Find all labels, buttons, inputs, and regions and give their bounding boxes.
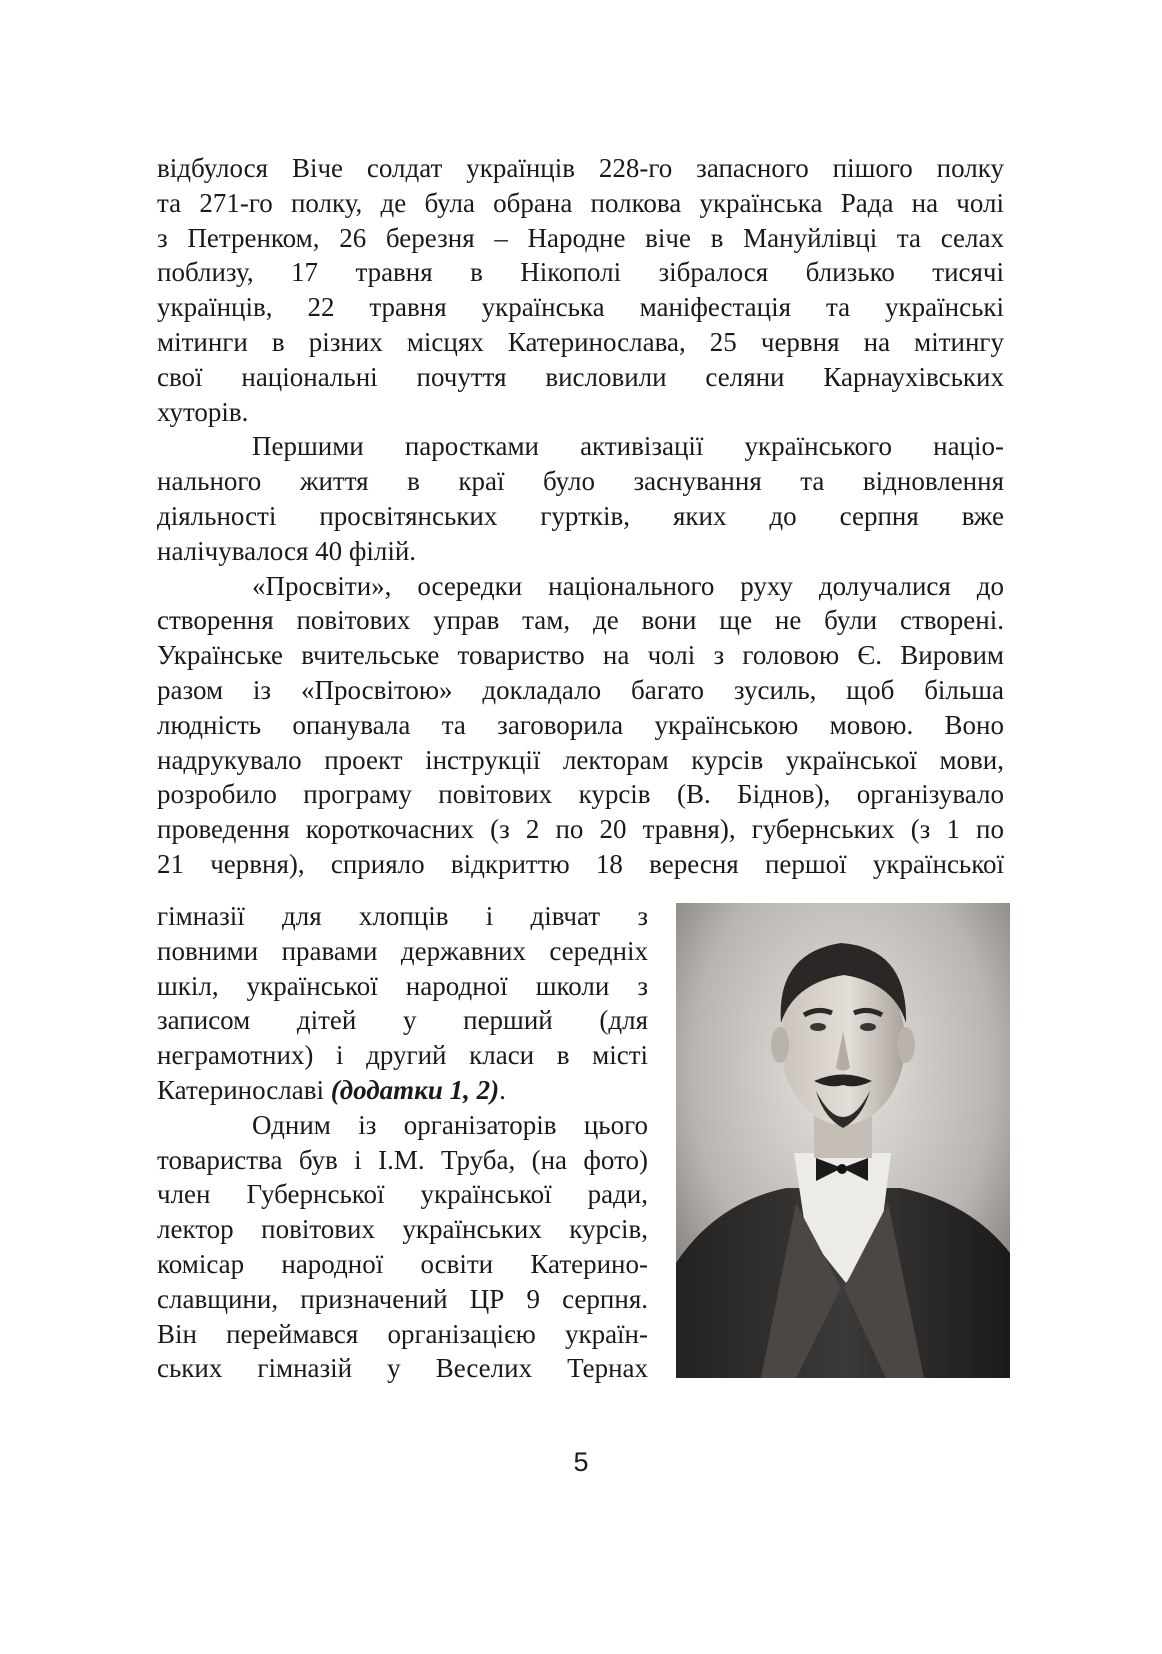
text-line: з Петренком, 26 березня – Народне віче в Мануйлівці та селах bbox=[157, 222, 1004, 253]
main-text-column bbox=[157, 151, 1004, 882]
text-line: Українське вчительське товариство на чолі з головою Є. Вировим bbox=[157, 640, 1004, 671]
text-line: 21 червня), сприяло відкриттю 18 вересня першої української bbox=[157, 848, 1004, 879]
text-line: Першими паростками активізації українського націо- bbox=[252, 431, 1004, 462]
text-line: надрукувало проект інструкції лекторам курсів української мови, bbox=[157, 744, 1004, 775]
text-line: записом дітей у перший (для bbox=[157, 1005, 648, 1036]
text-line: діяльності просвітянських гуртків, яких до серпня вже bbox=[157, 500, 1004, 531]
text-fragment: . bbox=[499, 1074, 506, 1105]
text-line: гімназії для хлопців і дівчат з bbox=[157, 901, 648, 931]
text-line: проведення короткочасних (з 2 по 20 травня), губернських (з 1 по bbox=[157, 814, 1004, 845]
text-line: українців, 22 травня українська маніфестація та українські bbox=[157, 292, 1004, 323]
text-line: ських гімназій у Веселих Тернах bbox=[157, 1353, 648, 1384]
text-line: створення повітових управ там, де вони ще не були створені. bbox=[157, 605, 1004, 636]
text-line: та 271-го полку, де була обрана полкова українська Рада на чолі bbox=[157, 187, 1004, 218]
text-line: славщини, призначений ЦР 9 серпня. bbox=[157, 1283, 648, 1314]
text-line: повними правами державних середніх bbox=[157, 935, 648, 966]
text-line: Він переймався організацією україн- bbox=[157, 1318, 648, 1349]
text-line: відбулося Віче солдат українців 228-го запасного пішого полку bbox=[157, 153, 1004, 183]
text-line: разом із «Просвітою» докладало багато зусиль, щоб більша bbox=[157, 674, 1004, 705]
text-line: розробило програму повітових курсів (В. Біднов), організувало bbox=[157, 779, 1004, 810]
page-number: 5 bbox=[573, 1447, 589, 1477]
text-line: людність опанувала та заговорила українською мовою. Воно bbox=[157, 709, 1004, 740]
text-line: нального життя в краї було заснування та відновлення bbox=[157, 466, 1004, 497]
portrait-photo bbox=[676, 903, 1010, 1378]
text-line: комісар народної освіти Катерино- bbox=[157, 1248, 648, 1279]
text-fragment: Катеринославі bbox=[157, 1074, 331, 1105]
appendix-reference: (додатки 1, 2) bbox=[330, 1074, 500, 1105]
text-line: мітинги в різних місцях Катеринослава, 25 червня на мітингу bbox=[157, 326, 1004, 357]
text-line bbox=[157, 1073, 648, 1108]
text-line: неграмотних) і другий класи в місті bbox=[157, 1040, 648, 1071]
text-line: хуторів. bbox=[157, 396, 249, 427]
text-line: «Просвіти», осередки національного руху долучалися до bbox=[252, 570, 1004, 601]
text-line: свої національні почуття висловили селяни Карнаухівських bbox=[157, 361, 1004, 392]
text-line: лектор повітових українських курсів, bbox=[157, 1214, 648, 1245]
text-line: член Губернської української ради, bbox=[157, 1179, 648, 1210]
text-line: шкіл, української народної школи з bbox=[157, 970, 648, 1001]
text-line: поблизу, 17 травня в Нікополі зібралося близько тисячі bbox=[157, 257, 1004, 288]
text-line: товариства був і І.М. Труба, (на фото) bbox=[157, 1144, 648, 1175]
wrapped-text-column bbox=[157, 899, 648, 1386]
text-line: налічувалося 40 філій. bbox=[157, 535, 417, 566]
text-line: Одним із організаторів цього bbox=[252, 1109, 648, 1140]
